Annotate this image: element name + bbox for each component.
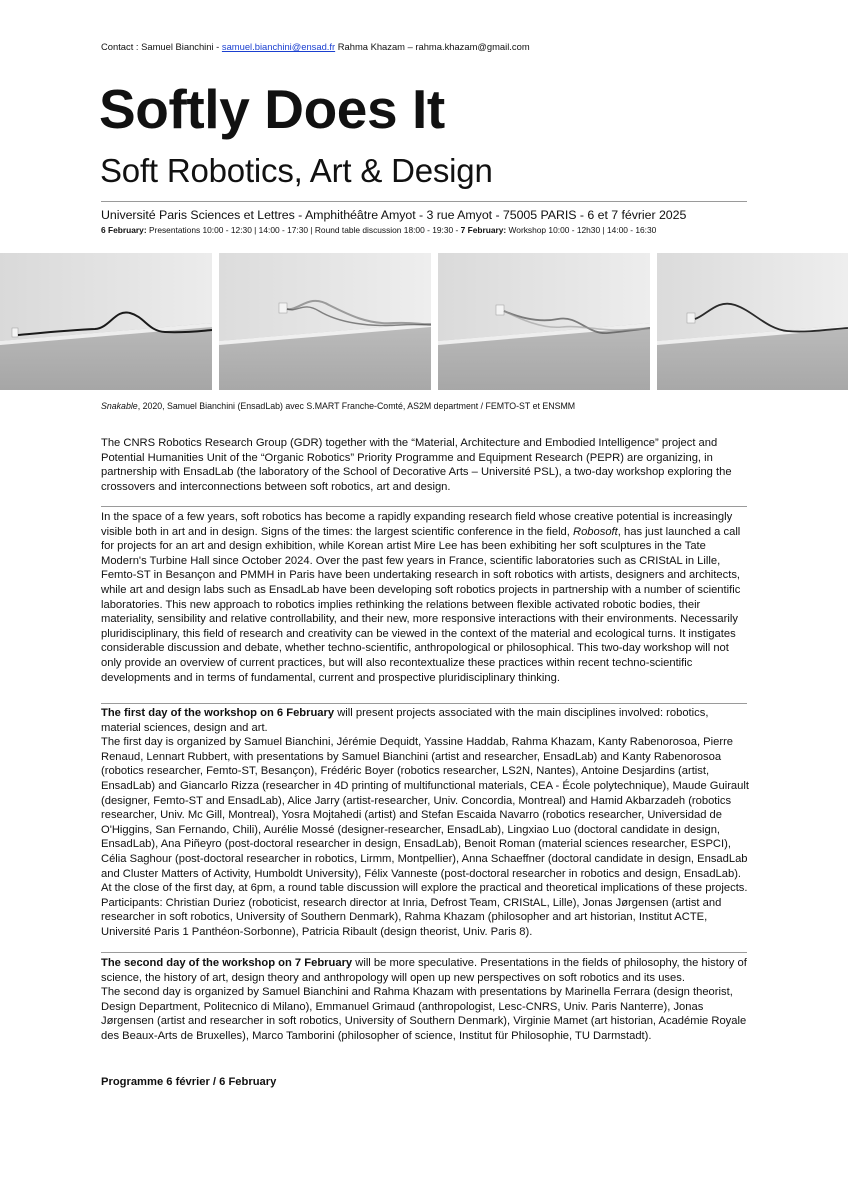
divider (101, 506, 747, 507)
day1-organizers: The first day is organized by Samuel Bianchini, Jérémie Dequidt, Yassine Haddab, Rahma Khazam, Kanty Rabenorosoa, Pierre Renaud, Lennart Rubbert, with presentations by Samuel Bianchini (artist and researcher, EnsadLab) and Kanty Rabenorosoa (robotics researcher, Femto-ST, Besançon), Frédéric Boyer (robotics researcher, LS2N, Nantes), Antoine Desjardins (artist, EnsadLab) and Giancarlo Rizza (researcher in 4D printing of multifunctional materials, CEA - École polytechnique), Maude Guirault (designer, Femto-ST and EnsadLab), Alice Jarry (artist-researcher, Univ. Concordia, Montreal) and Hamid Akbarzadeh (robotics researcher, Univ. Mc Gill, Montreal), Yosra Mojtahedi (artist) and Stefan Escaida Navarro (robotics researcher, Universidad de O'Higgins, San Fernando, Chili), Aurélie Mossé (designer-researcher, EnsadLab), Lingxiao Luo (doctoral candidate in design, EnsadLab), Ana Piñeyro (post-doctoral researcher in design, EnsadLab), Benoit Roman (material sciences researcher, ESPCI), Célia Saghour (post-doctoral researcher in robotics, Lirmm, Montpellier), Anna Schaeffner (doctoral candidate in design, EnsadLab and Cluster Matters of Activity, Humboldt University), Félix Vanneste (post-doctoral researcher in robotics and design, EnsadLab). (101, 736, 749, 880)
schedule-day1-label: 6 February: (101, 225, 147, 235)
photo-frame-2 (219, 253, 431, 390)
photo-frame-1 (0, 253, 212, 390)
day1-lead-rest: will present projects associated with the main disciplines involved: robotics, material sciences, design and art. (101, 707, 709, 734)
caption-text: , 2020, Samuel Bianchini (EnsadLab) avec S.MART Franche-Comté, AS2M department / FEMTO-ST et ENSMM (137, 401, 576, 411)
contact-second: Rahma Khazam – rahma.khazam@gmail.com (335, 41, 530, 52)
schedule-line (101, 225, 656, 236)
caption-work-title: Snakable (101, 401, 138, 411)
contact-line (101, 41, 530, 53)
day2-lead-rest: will be more speculative. Presentations in the fields of philosophy, the history of science, the history of art, design theory and anthropology will open up new perspectives on soft robotics and its uses. (101, 957, 747, 984)
context-text (101, 510, 749, 685)
divider (101, 703, 747, 704)
divider (101, 952, 747, 953)
day1-section (101, 706, 749, 940)
divider (101, 201, 747, 202)
context-part2: , has just launched a call for projects for an art and design exhibition, while Korean artist Mire Lee has been exhibiting her soft sculptures in the Tate Modern's Turbine Hall since October 2024. Over the past few years in France, scientific laboratories such as CRIStAL in Lille, Femto-ST in Besançon and PMMH in Paris have been undertaking research in soft robotics with artists, designers and architects, while art and design labs such as EnsadLab have been developing soft robotics projects in partnership with a number of scientific laboratories. This new approach to robotics implies rethinking the relations between flexible activated robotic bodies, their materiality, sensibility and relative controllability, and their new, more responsive interactions with their environments. Necessarily pluridisciplinary, this field of research and creativity can be viewed in the context of the material and ecological turns. It instigates considerable discussion and debate, whether techno-scientific, anthropological or philosophical. This two-day workshop will not only provide an overview of current practices, but will also recontextualize these practices within recent techno-scientific developments and in terms of fundamental, current and prospective pluridisciplinary thinking. (101, 525, 741, 684)
context-part1: In the space of a few years, soft robotics has become a rapidly expanding research field whose creative potential is increasingly visible both in art and in design. Signs of the times: the largest scientific conference in the field, (101, 511, 733, 538)
context-paragraph (101, 510, 749, 685)
day1-roundtable: At the close of the first day, at 6pm, a round table discussion will explore the practical and theoretical implications of these projects. Participants: Christian Duriez (roboticist, research director at Inria, Defrost Team, CRIStAL, Lille), Jonas Jørgensen (artist and researcher in soft robotics, University of Southern Denmark), Rahma Khazam (philosopher and art historian, Institut ACTE, Université Paris 1 Panthéon-Sorbonne), Patricia Ribault (design theorist, Univ. Paris 8). (101, 882, 748, 938)
context-robosoft: Robosoft (573, 525, 618, 538)
day2-section (101, 956, 749, 1044)
day1-lead-paragraph (101, 706, 749, 735)
day2-lead-paragraph (101, 956, 749, 985)
contact-email-link[interactable]: samuel.bianchini@ensad.fr (221, 41, 336, 52)
document-title: Softly Does It (99, 78, 445, 140)
intro-text: The CNRS Robotics Research Group (GDR) together with the “Material, Architecture and Embodied Intelligence” project and Potential Humanities Unit of the “Organic Robotics” Priority Programme and Equipment Research (PEPR) are organizing, in partnership with EnsadLab (the laboratory of the School of Decorative Arts – Université PSL), a two-day workshop exploring the crossovers and interconnections between soft robotics, art and design. (101, 437, 732, 493)
photo-frame-3 (438, 253, 650, 390)
contact-prefix: Contact : Samuel Bianchini - (101, 41, 222, 52)
photo-caption (101, 401, 575, 412)
day1-lead: The first day of the workshop on 6 February (101, 707, 335, 719)
intro-paragraph (101, 436, 749, 494)
day2-lead: The second day of the workshop on 7 February (101, 957, 353, 969)
photo-frame-4 (657, 253, 848, 390)
venue-line: Université Paris Sciences et Lettres - Amphithéâtre Amyot - 3 rue Amyot - 75005 PARIS - 6 et 7 février 2025 (101, 208, 687, 222)
schedule-day1-text: Presentations 10:00 - 12:30 | 14:00 - 17:30 | Round table discussion 18:00 - 19:30 - (146, 225, 461, 235)
document-subtitle: Soft Robotics, Art & Design (100, 152, 493, 189)
programme-heading: Programme 6 février / 6 February (101, 1076, 277, 1088)
day2-organizers: The second day is organized by Samuel Bianchini and Rahma Khazam with presentations by Marinella Ferrara (design theorist, Design Department, Politecnico di Milano), Emmanuel Grimaud (anthropologist, Lesc-CNRS, Univ. Paris Nanterre), Jonas Jørgensen (artist and researcher in soft robotics, University of Southern Denmark), Virginie Mamet (art historian, Académie Royale des Beaux-Arts de Bruxelles), Marco Tamborini (philosopher of science, Institut für Philosophie, TU Darmstadt). (101, 986, 747, 1042)
schedule-day2-label: 7 February: (460, 225, 507, 235)
schedule-day2-text: Workshop 10:00 - 12h30 | 14:00 - 16:30 (506, 225, 657, 235)
